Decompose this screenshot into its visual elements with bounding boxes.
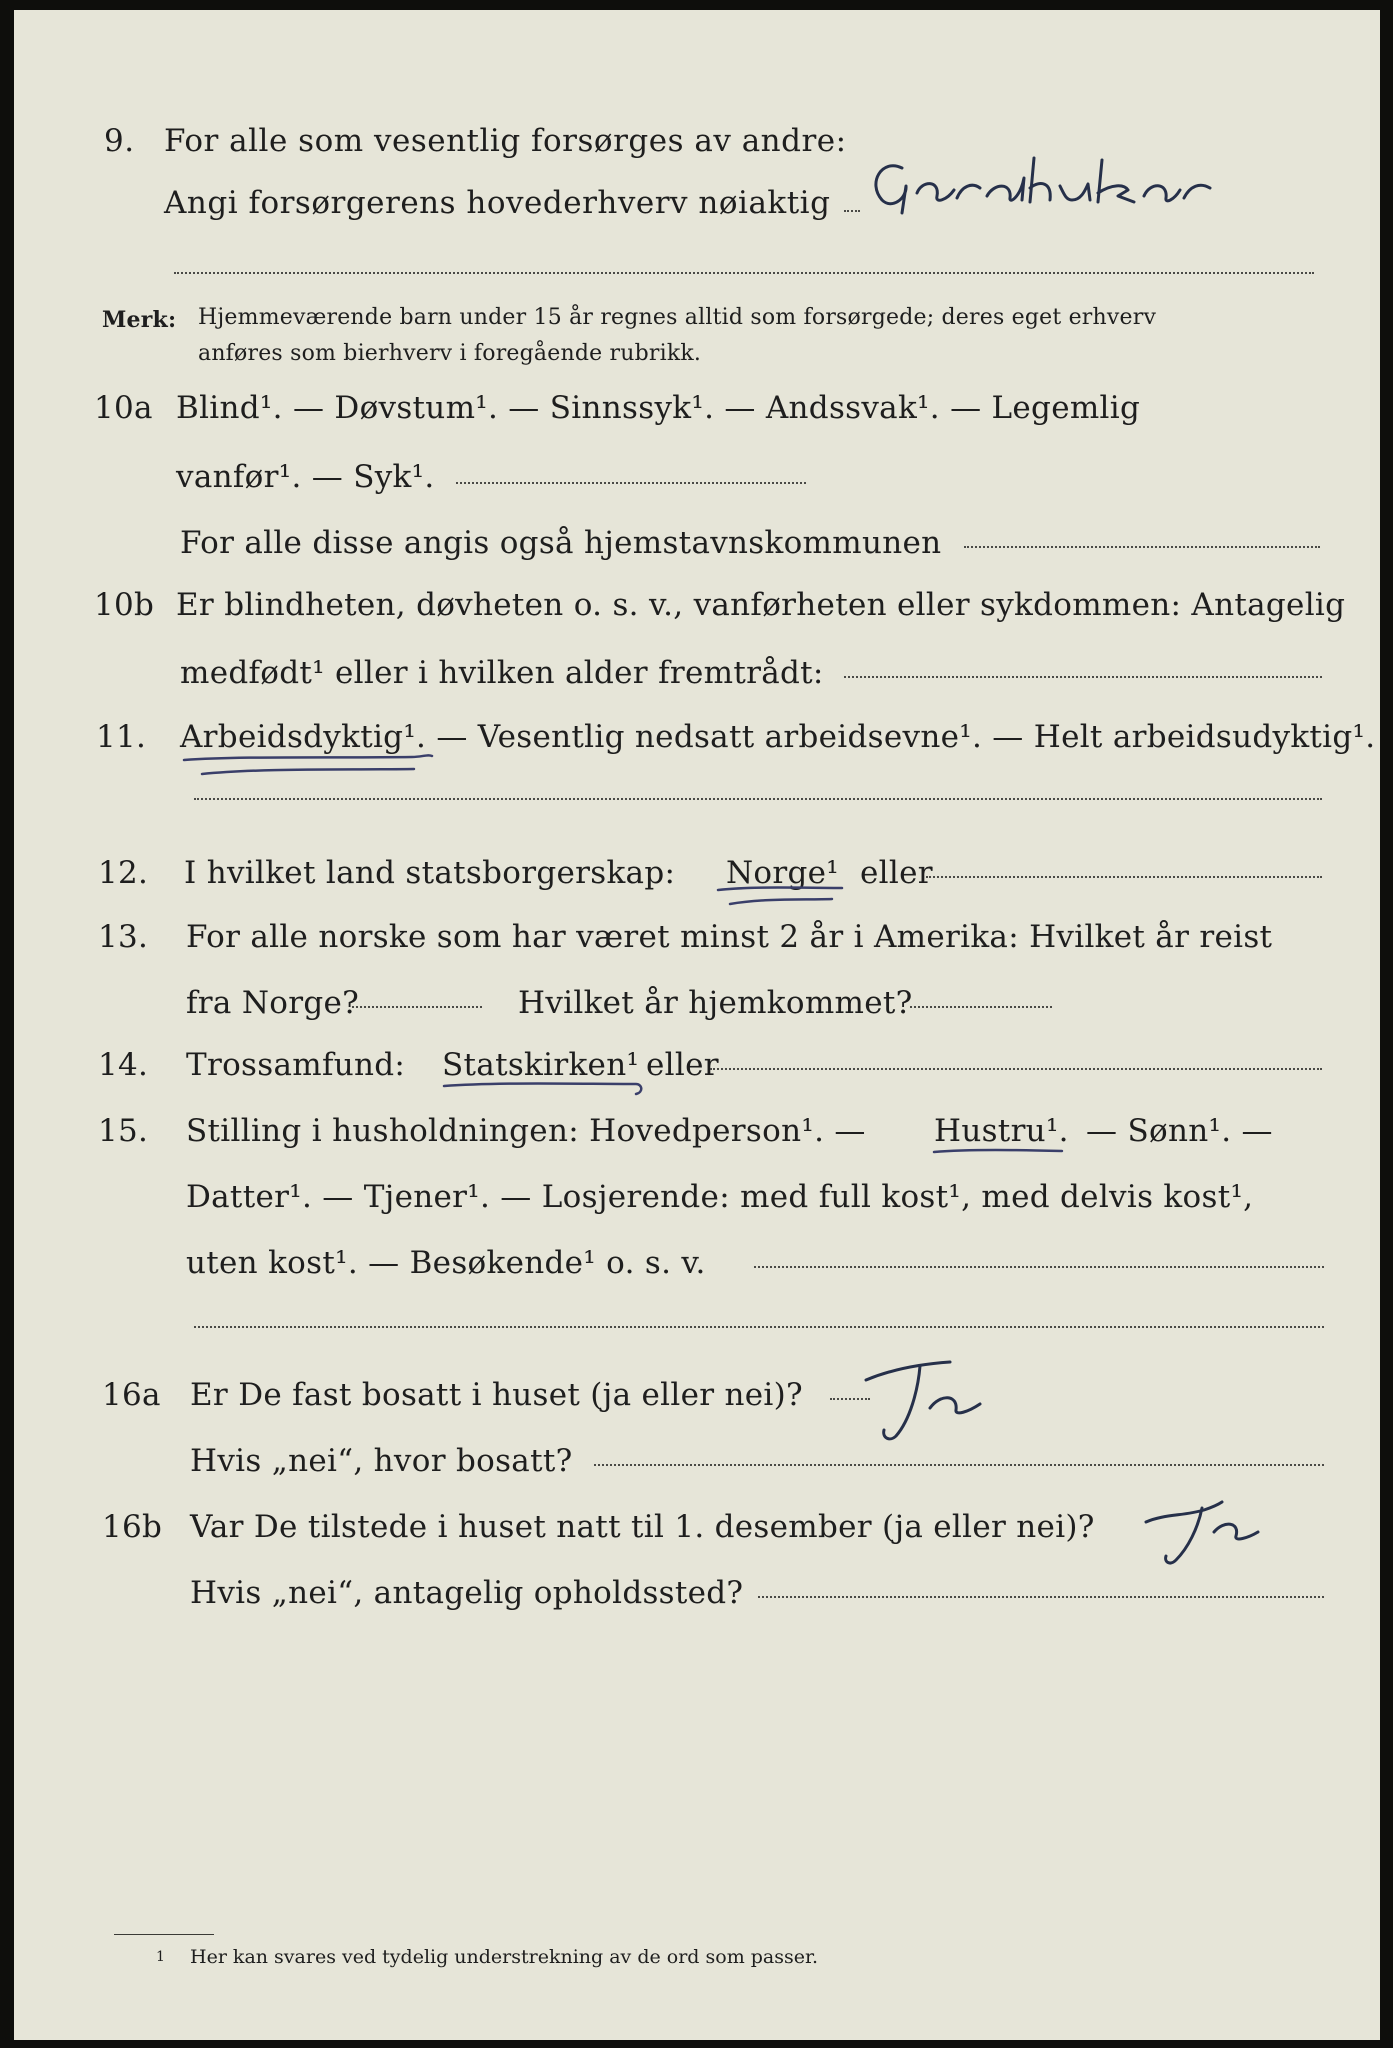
q14-answer-line (710, 1068, 1322, 1070)
q16b-opholdssted-line (758, 1596, 1324, 1598)
q10a-answer-line-2 (964, 546, 1320, 548)
q11-answer-line (194, 798, 1322, 800)
q15-line1b: — Sønn¹. — (1086, 1113, 1273, 1149)
footnote-mark: 1 (156, 1949, 165, 1965)
merk-line1: Hjemmeværende barn under 15 år regnes alltid som forsørgede; deres eget erhverv (198, 305, 1157, 330)
q12-answer-line (926, 876, 1322, 878)
q10b-answer-line (844, 676, 1322, 678)
q12-question: I hvilket land statsborgerskap: (184, 855, 676, 891)
q16a-number: 16a (102, 1377, 161, 1413)
q13-line2b: Hvilket år hjemkommet? (518, 985, 913, 1021)
q15-line3: uten kost¹. — Besøkende¹ o. s. v. (186, 1245, 706, 1281)
q11-text (180, 719, 1376, 755)
q9-question-line1: For alle som vesentlig forsørges av andre: (164, 123, 847, 159)
q9-answer-line-2 (174, 272, 1314, 274)
q13-line2a: fra Norge? (186, 985, 360, 1021)
q14-eller: eller (646, 1047, 719, 1083)
q13-line1: For alle norske som har været minst 2 år i Amerika: Hvilket år reist (186, 919, 1273, 955)
q12-number: 12. (98, 855, 149, 891)
q16a-line1: Er De fast bosatt i huset (ja eller nei)? (190, 1377, 803, 1413)
q9-answer-line-1 (844, 210, 860, 212)
q11-underline-mark (182, 752, 442, 782)
q10a-line3: For alle disse angis også hjemstavnskommunen (180, 525, 942, 561)
footnote-text: Her kan svares ved tydelig understrekning av de ord som passer. (190, 1946, 819, 1968)
q9-number: 9. (104, 123, 135, 159)
q11-number: 11. (96, 719, 147, 755)
q16b-line1: Var De tilstede i huset natt til 1. desember (ja eller nei)? (190, 1509, 1095, 1545)
q16b-number: 16b (102, 1509, 163, 1545)
q11-option-arbeidsdyktig-underlined: Arbeidsdyktig¹. (180, 719, 427, 755)
q14-question: Trossamfund: (186, 1047, 406, 1083)
q14-number: 14. (98, 1047, 149, 1083)
q10a-number: 10a (94, 390, 153, 426)
q15-underline-mark (930, 1146, 1070, 1160)
q10a-line2: vanfør¹. — Syk¹. (176, 459, 435, 495)
q15-answer-line-1 (754, 1266, 1324, 1268)
q16a-where-line (594, 1464, 1324, 1466)
q16a-handwritten-answer (860, 1350, 1010, 1450)
q10a-line1: Blind¹. — Døvstum¹. — Sinnssyk¹. — Andssvak¹. — Legemlig (176, 390, 1141, 426)
q16a-line2: Hvis „nei“, hvor bosatt? (190, 1443, 573, 1479)
q16b-handwritten-answer (1144, 1488, 1294, 1578)
q15-number: 15. (98, 1113, 149, 1149)
q15-answer-line-2 (194, 1326, 1324, 1328)
q13-year-left-line (352, 1006, 482, 1008)
q12-eller: eller (860, 855, 933, 891)
q10b-line2: medfødt¹ eller i hvilken alder fremtrådt: (180, 655, 824, 691)
q14-option-statskirken-underlined: Statskirken¹ (442, 1047, 640, 1083)
q15-line2: Datter¹. — Tjener¹. — Losjerende: med full kost¹, med delvis kost¹, (186, 1179, 1254, 1215)
q10b-line1: Er blindheten, døvheten o. s. v., vanførheten eller sykdommen: Antagelig (176, 587, 1346, 623)
q9-question-line2: Angi forsørgerens hovederhverv nøiaktig (164, 185, 831, 221)
footnote-rule (114, 1934, 214, 1935)
merk-label: Merk: (102, 307, 177, 333)
q15-line1a: Stilling i husholdningen: Hovedperson¹. — (186, 1113, 866, 1149)
q16b-line2: Hvis „nei“, antagelig opholdssted? (190, 1575, 744, 1611)
q15-option-hustru-underlined: Hustru¹. (934, 1113, 1069, 1149)
q14-underline-mark (440, 1078, 650, 1102)
q11-options-rest: — Vesentlig nedsatt arbeidsevne¹. — Helt arbeidsudyktig¹. (426, 719, 1376, 755)
q13-year-returned-line (910, 1006, 1052, 1008)
q13-number: 13. (98, 919, 149, 955)
q12-option-norge-underlined: Norge¹ (726, 855, 840, 891)
q10b-number: 10b (94, 587, 155, 623)
q9-handwritten-answer (862, 138, 1302, 228)
q10a-answer-line-1 (456, 482, 806, 484)
q12-underline-mark (714, 884, 854, 914)
merk-line2: anføres som bierhverv i foregående rubrikk. (198, 341, 702, 366)
census-form-page (14, 10, 1380, 2040)
